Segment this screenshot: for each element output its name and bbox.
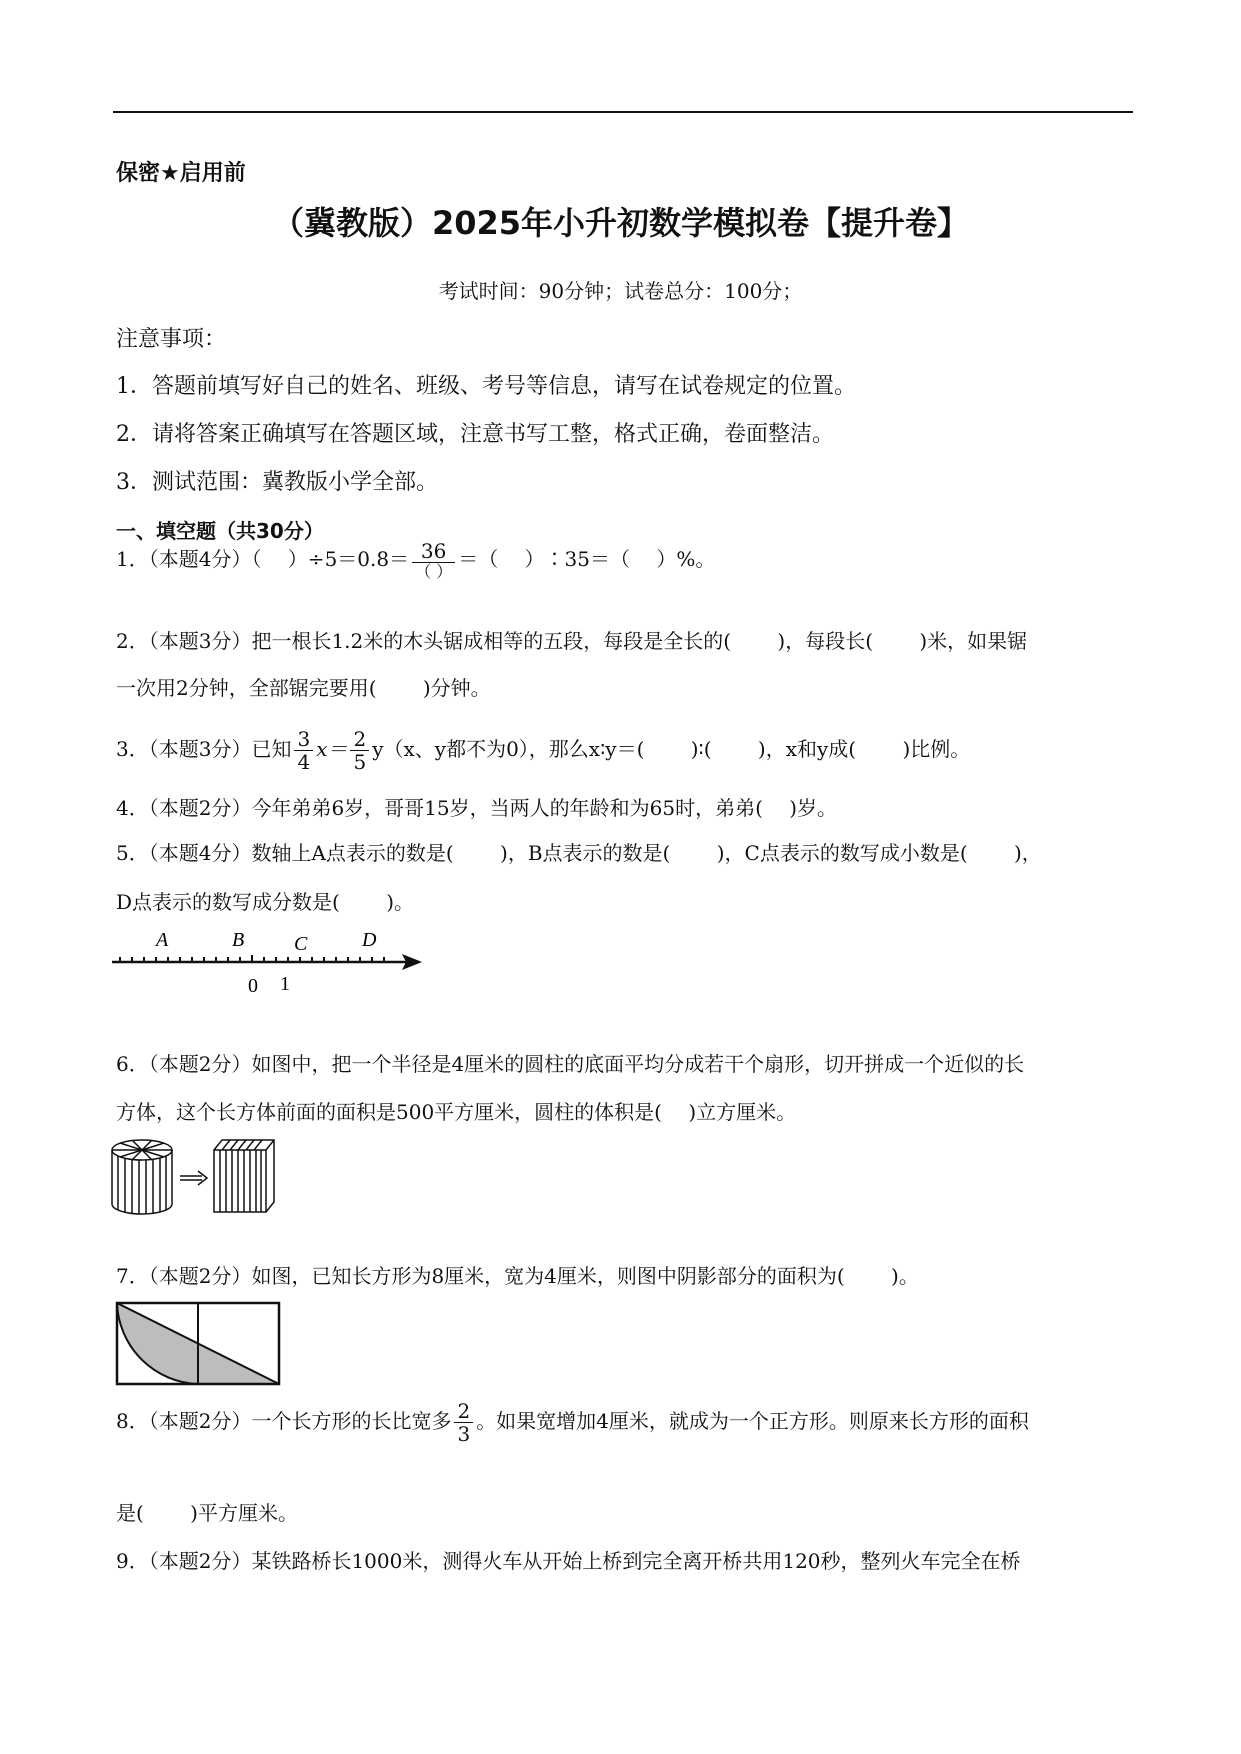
question-8-line-1: [116, 1400, 1029, 1445]
cuboid-figure: [214, 1140, 274, 1212]
point-a-label: A: [156, 929, 169, 951]
question-3-fraction-1: [294, 728, 313, 773]
point-d-label: D: [362, 929, 377, 951]
cylinder-figure: [112, 1140, 172, 1214]
question-2-line-1: 2．（本题3分）把一根长1.2米的木头锯成相等的五段，每段是全长的( )，每段长( )米，如果锯: [116, 629, 1028, 653]
notes-heading: 注意事项：: [116, 327, 227, 352]
confidential-label: 保密★启用前: [116, 161, 246, 186]
question-9: 9．（本题2分）某铁路桥长1000米，测得火车从开始上桥到完全离开桥共用120秒，整列火车完全在桥: [116, 1549, 1021, 1573]
question-5-line-1: 5．（本题4分）数轴上A点表示的数是( )，B点表示的数是( )，C点表示的数写成小数是( )，: [116, 841, 1042, 865]
question-3-mid: x＝: [316, 737, 348, 761]
question-8-suffix: 。如果宽增加4厘米，就成为一个正方形。则原来长方形的面积: [476, 1409, 1029, 1433]
question-1: [116, 540, 715, 581]
note-item-1: 1．答题前填写好自己的姓名、班级、考号等信息，请写在试卷规定的位置。: [116, 374, 856, 399]
question-3: [116, 728, 970, 773]
fraction-denominator: （ ）: [412, 562, 455, 581]
question-1-prefix: 1．（本题4分）（ ）÷5＝0.8＝: [116, 546, 410, 571]
exam-info: 考试时间：90分钟；试卷总分：100分；: [438, 279, 803, 303]
note-item-2: 2．请将答案正确填写在答题区域，注意书写工整，格式正确，卷面整洁。: [116, 422, 834, 447]
fraction-denominator: 4: [294, 750, 313, 773]
fraction-numerator: 2: [353, 727, 367, 751]
question-6-line-2: 方体，这个长方体前面的面积是500平方厘米，圆柱的体积是( )立方厘米。: [116, 1100, 797, 1124]
note-item-3: 3．测试范围：冀教版小学全部。: [116, 470, 438, 495]
point-b-label: B: [232, 929, 245, 951]
question-8-fraction: [454, 1400, 473, 1445]
question-2-line-2: 一次用2分钟，全部锯完要用( )分钟。: [116, 676, 491, 700]
question-4: 4．（本题2分）今年弟弟6岁，哥哥15岁，当两人的年龄和为65时，弟弟( )岁。: [116, 796, 838, 820]
cylinder-to-cuboid-figure: [110, 1138, 310, 1218]
fraction-numerator: 2: [457, 1399, 471, 1423]
point-c-label: C: [294, 933, 308, 955]
fraction-denominator: 3: [454, 1422, 473, 1445]
tick-label-0: 0: [248, 975, 258, 997]
question-8-line-2: 是( )平方厘米。: [116, 1501, 298, 1525]
question-1-fraction: [412, 540, 455, 581]
question-3-suffix: y（x、y都不为0），那么x∶y＝( )∶( )，x和y成( )比例。: [372, 737, 971, 761]
question-1-suffix: ＝（ ）∶35＝（ ）%。: [458, 546, 716, 571]
fraction-numerator: 3: [297, 727, 311, 751]
top-rule: [113, 111, 1133, 113]
fraction-denominator: 5: [350, 750, 369, 773]
shaded-rectangle-figure: [114, 1300, 284, 1390]
question-7: 7．（本题2分）如图，已知长方形为8厘米，宽为4厘米，则图中阴影部分的面积为( )。: [116, 1264, 919, 1288]
right-arrow-icon: [180, 1171, 207, 1185]
fraction-numerator: 36: [420, 539, 447, 563]
tick-label-1: 1: [280, 973, 290, 995]
question-6-line-1: 6．（本题2分）如图中，把一个半径是4厘米的圆柱的底面平均分成若干个扇形，切开拼成一个近似的长: [116, 1052, 1025, 1076]
section-heading: 一、填空题（共30分）: [116, 519, 324, 543]
page-title: （冀教版）2025年小升初数学模拟卷【提升卷】: [271, 204, 970, 242]
question-8-prefix: 8．（本题2分）一个长方形的长比宽多: [116, 1409, 452, 1433]
question-3-prefix: 3．（本题3分）已知: [116, 737, 292, 761]
number-line-figure: [110, 922, 430, 1002]
question-5-line-2: D点表示的数写成分数是( )。: [116, 890, 414, 914]
question-3-fraction-2: [350, 728, 369, 773]
